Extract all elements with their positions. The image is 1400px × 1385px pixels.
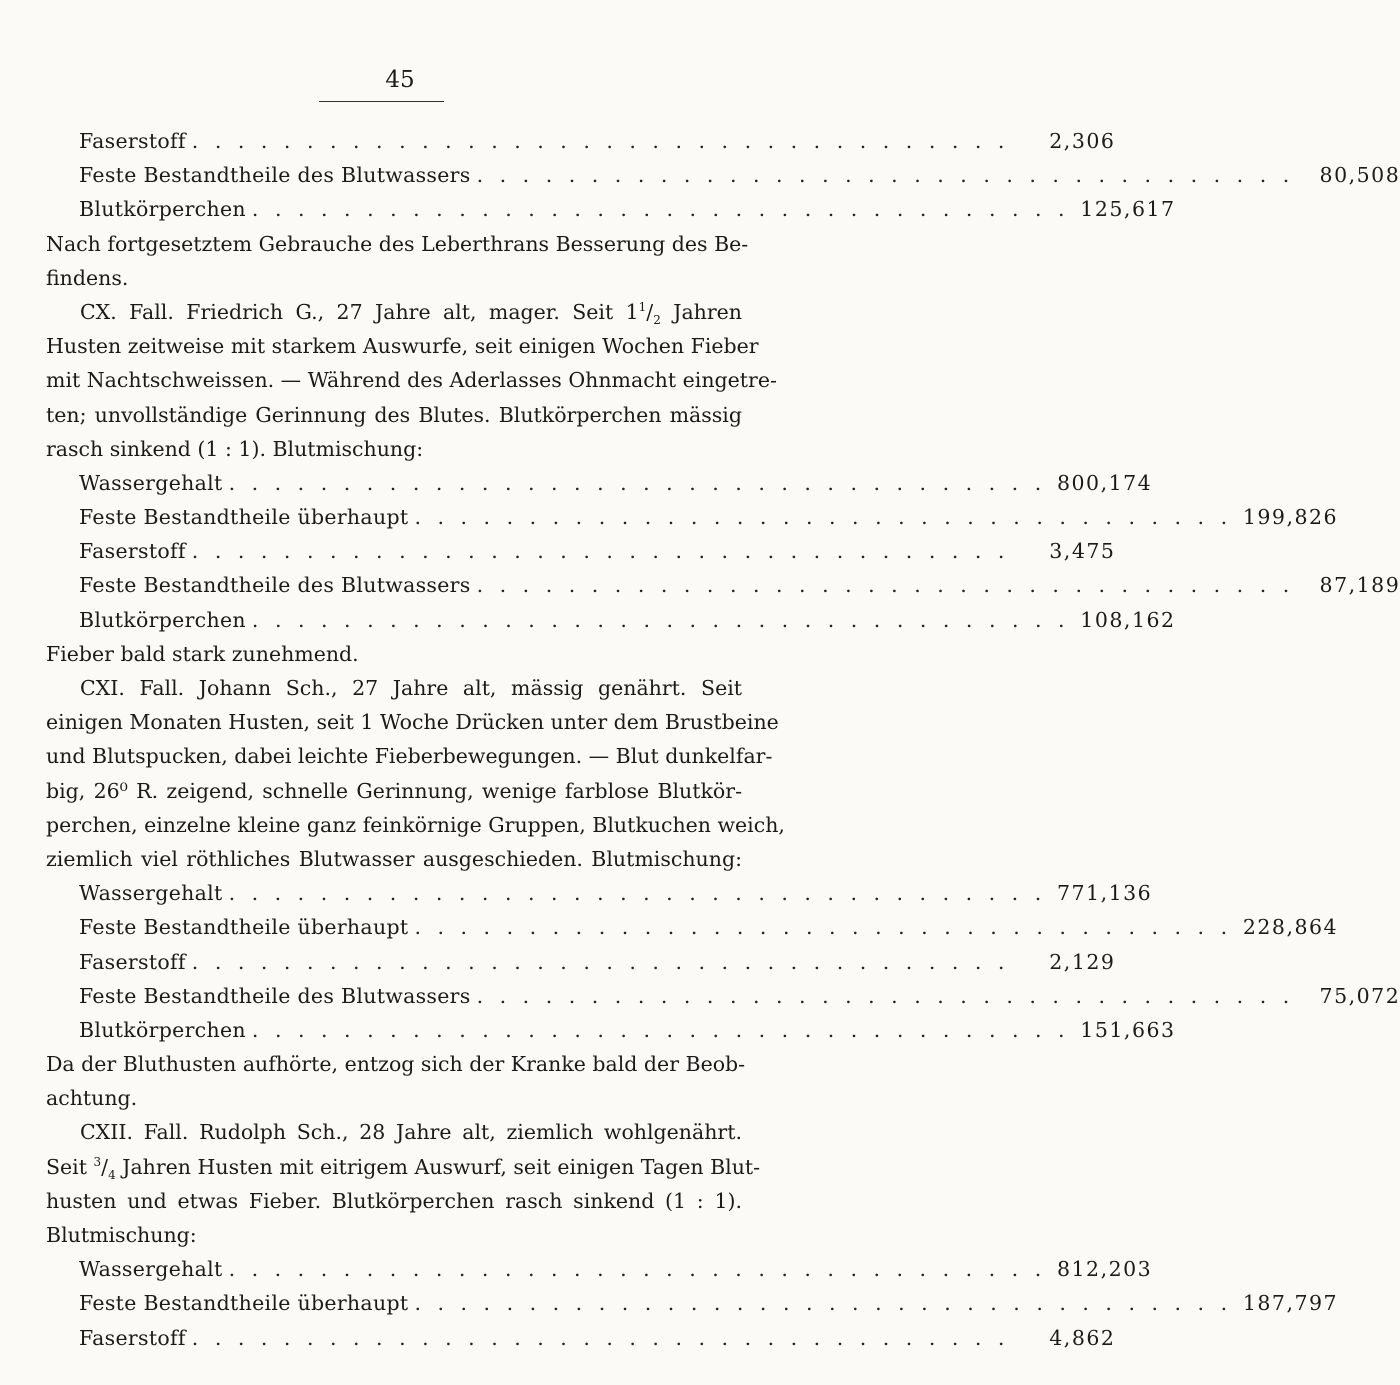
blood-table-case-110 xyxy=(46,466,1400,637)
dot-leader: . . . . . . . . . . . . . . . . . . . . . . . . . . . . . . . . . . . . xyxy=(191,539,1010,564)
case-112 xyxy=(46,1115,1339,1354)
table-row: Feste Bestandtheile überhaupt . . . . . . . . . . . . . . . . . . . . . . . . . . . . . . . . . . . . 187,797 xyxy=(46,1286,742,1320)
table-row: Faserstoff . . . . . . . . . . . . . . . . . . . . . . . . . . . . . . . . . . . . 2,306 xyxy=(46,124,742,158)
paragraph-line: Husten zeitweise mit starkem Auswurfe, seit einigen Wochen Fieber xyxy=(46,334,759,359)
dot-leader: . . . . . . . . . . . . . . . . . . . . . . . . . . . . . . . . . . . . xyxy=(191,949,1010,974)
table-row: Faserstoff . . . . . . . . . . . . . . . . . . . . . . . . . . . . . . . . . . . . 3,475 xyxy=(46,534,742,568)
table-row: Wassergehalt . . . . . . . . . . . . . . . . . . . . . . . . . . . . . . . . . . . . 812,203 xyxy=(46,1252,742,1286)
table-row: Feste Bestandtheile des Blutwassers . . . . . . . . . . . . . . . . . . . . . . . . . . . . . . . . . . . . 87,189 xyxy=(46,568,742,602)
table-row: Feste Bestandtheile überhaupt . . . . . . . . . . . . . . . . . . . . . . . . . . . . . . . . . . . . 228,864 xyxy=(46,910,742,944)
case-heading-line: CX. Fall. Friedrich G., 27 Jahre alt, mager. Seit $1^1/_2$ Jahren xyxy=(80,299,742,328)
dot-leader: . . . . . . . . . . . . . . . . . . . . . . . . . . . . . . . . . . . . xyxy=(414,505,1233,530)
table-row: Feste Bestandtheile des Blutwassers . . . . . . . . . . . . . . . . . . . . . . . . . . . . . . . . . . . . 80,508 xyxy=(46,158,742,192)
case-heading-line: CXII. Fall. Rudolph Sch., 28 Jahre alt, ziemlich wohlgenährt. xyxy=(80,1120,742,1145)
table-row: Faserstoff . . . . . . . . . . . . . . . . . . . . . . . . . . . . . . . . . . . . 2,129 xyxy=(46,945,742,979)
paragraph-line: ziemlich viel röthliches Blutwasser ausgeschieden. Blutmischung: xyxy=(46,846,742,871)
dot-leader: . . . . . . . . . . . . . . . . . . . . . . . . . . . . . . . . . . . . xyxy=(228,1257,1047,1282)
table-row: Faserstoff . . . . . . . . . . . . . . . . . . . . . . . . . . . . . . . . . . . . 4,862 xyxy=(46,1321,742,1355)
paragraph-line: big, 26⁰ R. zeigend, schnelle Gerinnung, wenige farblose Blutkör- xyxy=(46,778,742,803)
dot-leader: . . . . . . . . . . . . . . . . . . . . . . . . . . . . . . . . . . . . xyxy=(476,573,1295,598)
table-row: Wassergehalt . . . . . . . . . . . . . . . . . . . . . . . . . . . . . . . . . . . . 800,174 xyxy=(46,466,742,500)
blood-table-previous xyxy=(46,124,1400,227)
dot-leader: . . . . . . . . . . . . . . . . . . . . . . . . . . . . . . . . . . . . xyxy=(191,1325,1010,1350)
header-rule xyxy=(319,101,444,102)
paragraph-line: Blutmischung: xyxy=(46,1223,197,1247)
table-row: Feste Bestandtheile überhaupt . . . . . . . . . . . . . . . . . . . . . . . . . . . . . . . . . . . . 199,826 xyxy=(46,500,742,534)
paragraph-line: Fieber bald stark zunehmend. xyxy=(46,641,359,666)
dot-leader: . . . . . . . . . . . . . . . . . . . . . . . . . . . . . . . . . . . . xyxy=(414,915,1233,940)
blood-table-case-111 xyxy=(46,876,1400,1047)
dot-leader: . . . . . . . . . . . . . . . . . . . . . . . . . . . . . . . . . . . . xyxy=(228,470,1047,495)
dot-leader: . . . . . . . . . . . . . . . . . . . . . . . . . . . . . . . . . . . . xyxy=(251,607,1070,632)
paragraph-line: rasch sinkend (1 : 1). Blutmischung: xyxy=(46,436,424,461)
paragraph-line: husten und etwas Fieber. Blutkörperchen rasch sinkend (1 : 1). xyxy=(46,1188,742,1213)
table-row: Blutkörperchen . . . . . . . . . . . . . . . . . . . . . . . . . . . . . . . . . . . . 151,663 xyxy=(46,1013,742,1047)
paragraph-line: Seit $^3/_4$ Jahren Husten mit eitrigem Auswurf, seit einigen Tagen Blut- xyxy=(46,1154,761,1182)
case-110 xyxy=(46,295,1400,671)
paragraph-line: ten; unvollständige Gerinnung des Blutes. Blutkörperchen mässig xyxy=(46,402,742,427)
page-number: 45 xyxy=(385,67,415,93)
dot-leader: . . . . . . . . . . . . . . . . . . . . . . . . . . . . . . . . . . . . xyxy=(414,1291,1233,1316)
table-row: Blutkörperchen . . . . . . . . . . . . . . . . . . . . . . . . . . . . . . . . . . . . 108,162 xyxy=(46,603,742,637)
paragraph-line: mit Nachtschweissen. — Während des Aderlasses Ohnmacht eingetre- xyxy=(46,368,777,393)
dot-leader: . . . . . . . . . . . . . . . . . . . . . . . . . . . . . . . . . . . . xyxy=(191,129,1010,153)
table-row: Blutkörperchen . . . . . . . . . . . . . . . . . . . . . . . . . . . . . . . . . . . . 125,617 xyxy=(46,192,742,226)
dot-leader: . . . . . . . . . . . . . . . . . . . . . . . . . . . . . . . . . . . . xyxy=(251,1017,1070,1042)
blood-table-case-112 xyxy=(46,1252,1339,1355)
page-content xyxy=(46,124,1400,1355)
paragraph-line: findens. xyxy=(46,265,129,290)
paragraph-line: achtung. xyxy=(46,1086,138,1111)
paragraph-line: perchen, einzelne kleine ganz feinkörnige Gruppen, Blutkuchen weich, xyxy=(46,812,785,837)
dot-leader: . . . . . . . . . . . . . . . . . . . . . . . . . . . . . . . . . . . . xyxy=(228,881,1047,906)
dot-leader: . . . . . . . . . . . . . . . . . . . . . . . . . . . . . . . . . . . . xyxy=(251,197,1070,222)
paragraph-line: und Blutspucken, dabei leichte Fieberbewegungen. — Blut dunkelfar- xyxy=(46,744,773,769)
table-row: Feste Bestandtheile des Blutwassers . . . . . . . . . . . . . . . . . . . . . . . . . . . . . . . . . . . . 75,072 xyxy=(46,979,742,1013)
paragraph-line: Da der Bluthusten aufhörte, entzog sich der Kranke bald der Beob- xyxy=(46,1052,746,1077)
paragraph-line: einigen Monaten Husten, seit 1 Woche Drücken unter dem Brustbeine xyxy=(46,710,779,735)
table-row: Wassergehalt . . . . . . . . . . . . . . . . . . . . . . . . . . . . . . . . . . . . 771,136 xyxy=(46,876,742,910)
case-heading-line: CXI. Fall. Johann Sch., 27 Jahre alt, mässig genährt. Seit xyxy=(80,676,742,700)
dot-leader: . . . . . . . . . . . . . . . . . . . . . . . . . . . . . . . . . . . . xyxy=(476,163,1295,188)
dot-leader: . . . . . . . . . . . . . . . . . . . . . . . . . . . . . . . . . . . . xyxy=(476,983,1295,1008)
case-111 xyxy=(46,671,1400,1115)
paragraph-line: Nach fortgesetztem Gebrauche des Leberthrans Besserung des Be- xyxy=(46,231,749,256)
